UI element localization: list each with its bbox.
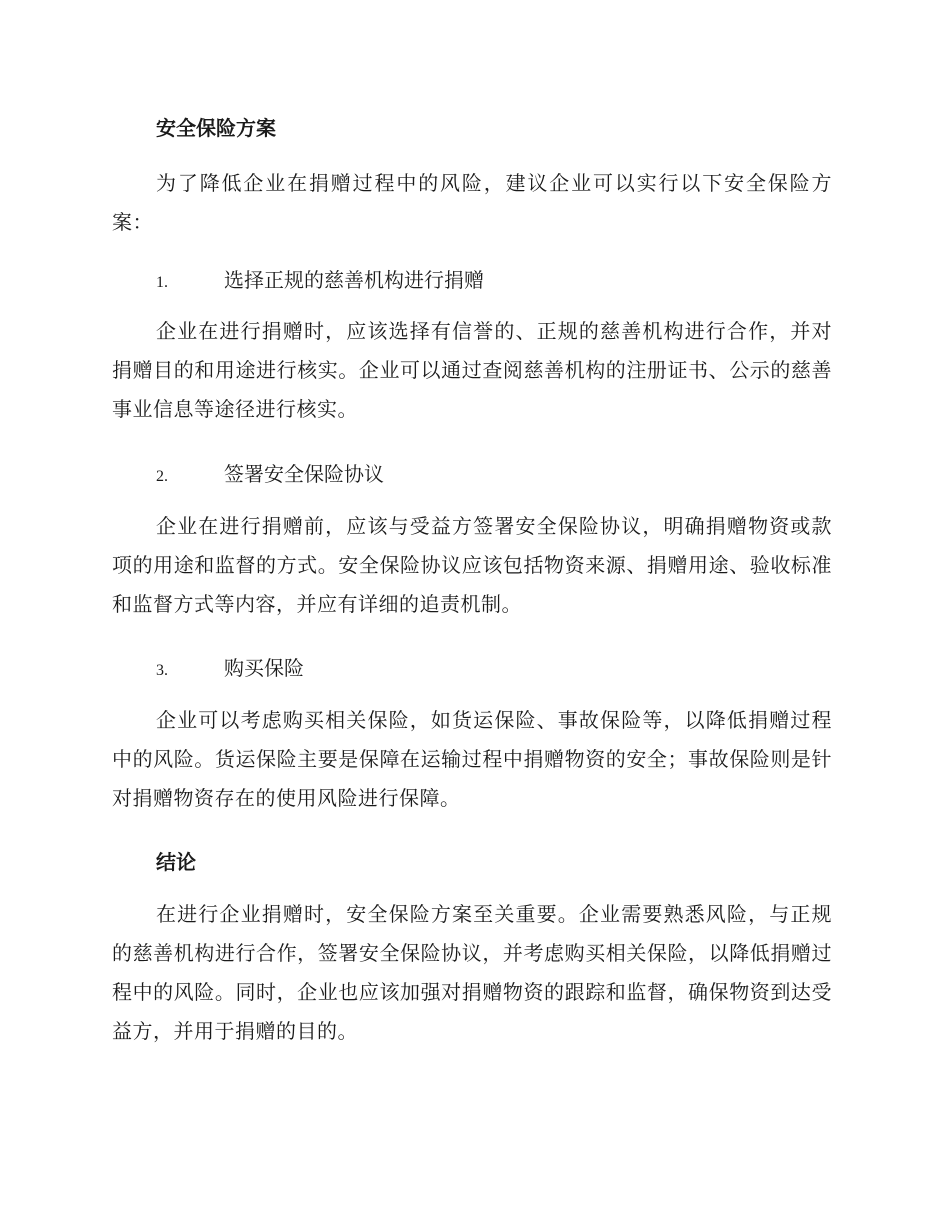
list-item-1	[112, 266, 832, 297]
list-item-title: 签署安全保险协议	[224, 462, 384, 486]
conclusion-paragraph: 在进行企业捐赠时，安全保险方案至关重要。企业需要熟悉风险，与正规的慈善机构进行合作，签署安全保险协议，并考虑购买相关保险，以降低捐赠过程中的风险。同时，企业也应该加强对捐赠物资的跟踪和监督，确保物资到达受益方，并用于捐赠的目的。	[112, 902, 832, 1043]
list-item-title: 选择正规的慈善机构进行捐赠	[224, 268, 484, 292]
item-2-paragraph: 企业在进行捐赠前，应该与受益方签署安全保险协议，明确捐赠物资或款项的用途和监督的方式。安全保险协议应该包括物资来源、捐赠用途、验收标准和监督方式等内容，并应有详细的追责机制。	[112, 514, 832, 616]
item-3-paragraph: 企业可以考虑购买相关保险，如货运保险、事故保险等，以降低捐赠过程中的风险。货运保险主要是保障在运输过程中捐赠物资的安全；事故保险则是针对捐赠物资存在的使用风险进行保障。	[112, 708, 832, 810]
item-1-paragraph: 企业在进行捐赠时，应该选择有信誉的、正规的慈善机构进行合作，并对捐赠目的和用途进行核实。企业可以通过查阅慈善机构的注册证书、公示的慈善事业信息等途径进行核实。	[112, 319, 832, 421]
list-item-2	[112, 460, 832, 491]
section-heading-conclusion: 结论	[156, 850, 196, 874]
list-number: 1.	[156, 274, 168, 291]
section-heading-safety-plan: 安全保险方案	[156, 116, 276, 140]
list-item-title: 购买保险	[224, 656, 304, 680]
list-item-3	[112, 654, 832, 685]
list-number: 2.	[156, 468, 168, 485]
intro-paragraph: 为了降低企业在捐赠过程中的风险，建议企业可以实行以下安全保险方案：	[112, 171, 832, 234]
list-number: 3.	[156, 662, 168, 679]
